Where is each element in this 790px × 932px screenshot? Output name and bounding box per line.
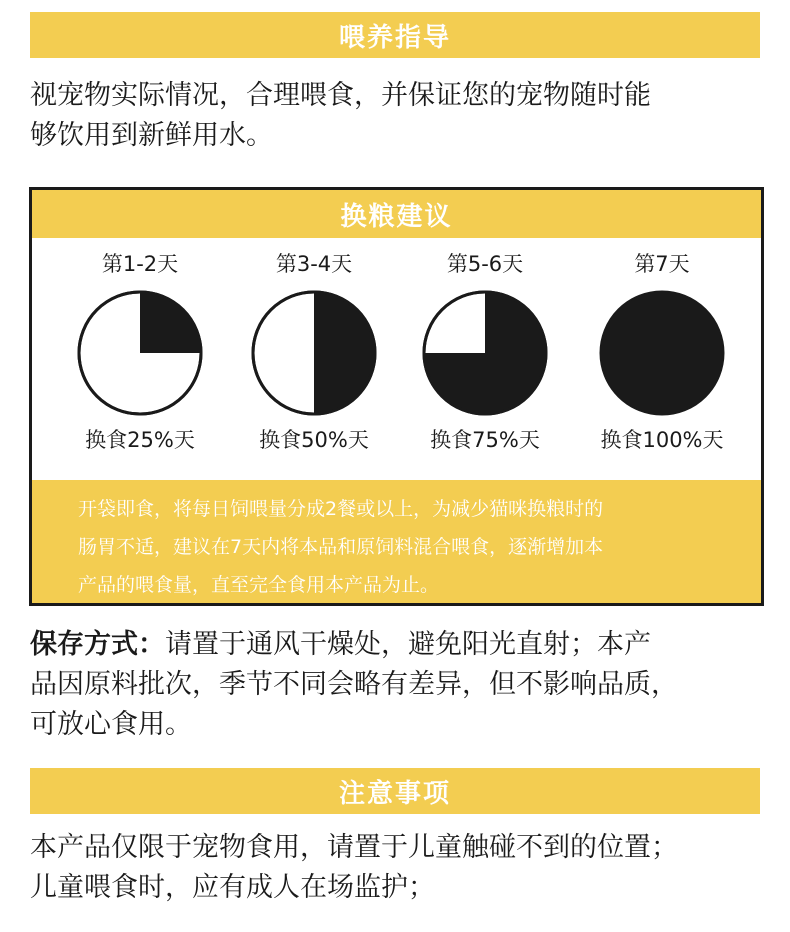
transition-title: 换粮建议 bbox=[340, 201, 453, 232]
caution-text bbox=[30, 828, 770, 908]
caution-banner bbox=[30, 768, 760, 814]
feeding-guide-banner bbox=[30, 12, 760, 58]
transition-note-line: 开袋即食，将每日饲喂量分成2餐或以上，为减少猫咪换粮时的 bbox=[78, 498, 604, 520]
stage-pie-100 bbox=[597, 288, 727, 418]
feeding-text-line: 视宠物实际情况，合理喂食，并保证您的宠物随时能 bbox=[30, 80, 651, 111]
stage-label-100: 换食100%天 bbox=[600, 428, 724, 452]
storage-text-line: 可放心食用。 bbox=[30, 709, 192, 740]
caution-text-line: 本产品仅限于宠物食用，请置于儿童触碰不到的位置； bbox=[30, 832, 678, 863]
stage-day-1-2: 第1-2天 bbox=[101, 252, 179, 276]
stage-pie-50 bbox=[249, 288, 379, 418]
feeding-guide-title: 喂养指导 bbox=[338, 22, 451, 53]
caution-text-line: 儿童喂食时，应有成人在场监护； bbox=[30, 872, 435, 903]
transition-note-line: 产品的喂食量，直至完全食用本产品为止。 bbox=[78, 574, 440, 596]
storage-text bbox=[30, 625, 770, 745]
transition-header bbox=[32, 190, 761, 238]
stage-day-7: 第7天 bbox=[634, 252, 690, 276]
transition-note-line: 肠胃不适，建议在7天内将本品和原饲料混合喂食，逐渐增加本 bbox=[78, 536, 604, 558]
transition-note bbox=[32, 480, 761, 603]
storage-heading: 保存方式： bbox=[30, 629, 165, 660]
storage-text-line: 请置于通风干燥处，避免阳光直射；本产 bbox=[165, 629, 651, 660]
pie-slice bbox=[601, 292, 723, 414]
feeding-guide-text bbox=[30, 76, 770, 156]
stage-day-3-4: 第3-4天 bbox=[275, 252, 353, 276]
storage-line-1 bbox=[30, 625, 770, 665]
caution-title: 注意事项 bbox=[338, 778, 451, 809]
stage-day-5-6: 第5-6天 bbox=[446, 252, 524, 276]
stage-label-50: 换食50%天 bbox=[259, 428, 369, 452]
stage-label-25: 换食25%天 bbox=[85, 428, 195, 452]
stage-label-75: 换食75%天 bbox=[430, 428, 540, 452]
pie-slice bbox=[314, 292, 375, 414]
storage-text-line: 品因原料批次，季节不同会略有差异，但不影响品质， bbox=[30, 669, 678, 700]
feeding-text-line: 够饮用到新鲜用水。 bbox=[30, 120, 273, 151]
stage-pie-75 bbox=[420, 288, 550, 418]
stage-pie-25 bbox=[75, 288, 205, 418]
food-transition-panel bbox=[29, 187, 764, 606]
